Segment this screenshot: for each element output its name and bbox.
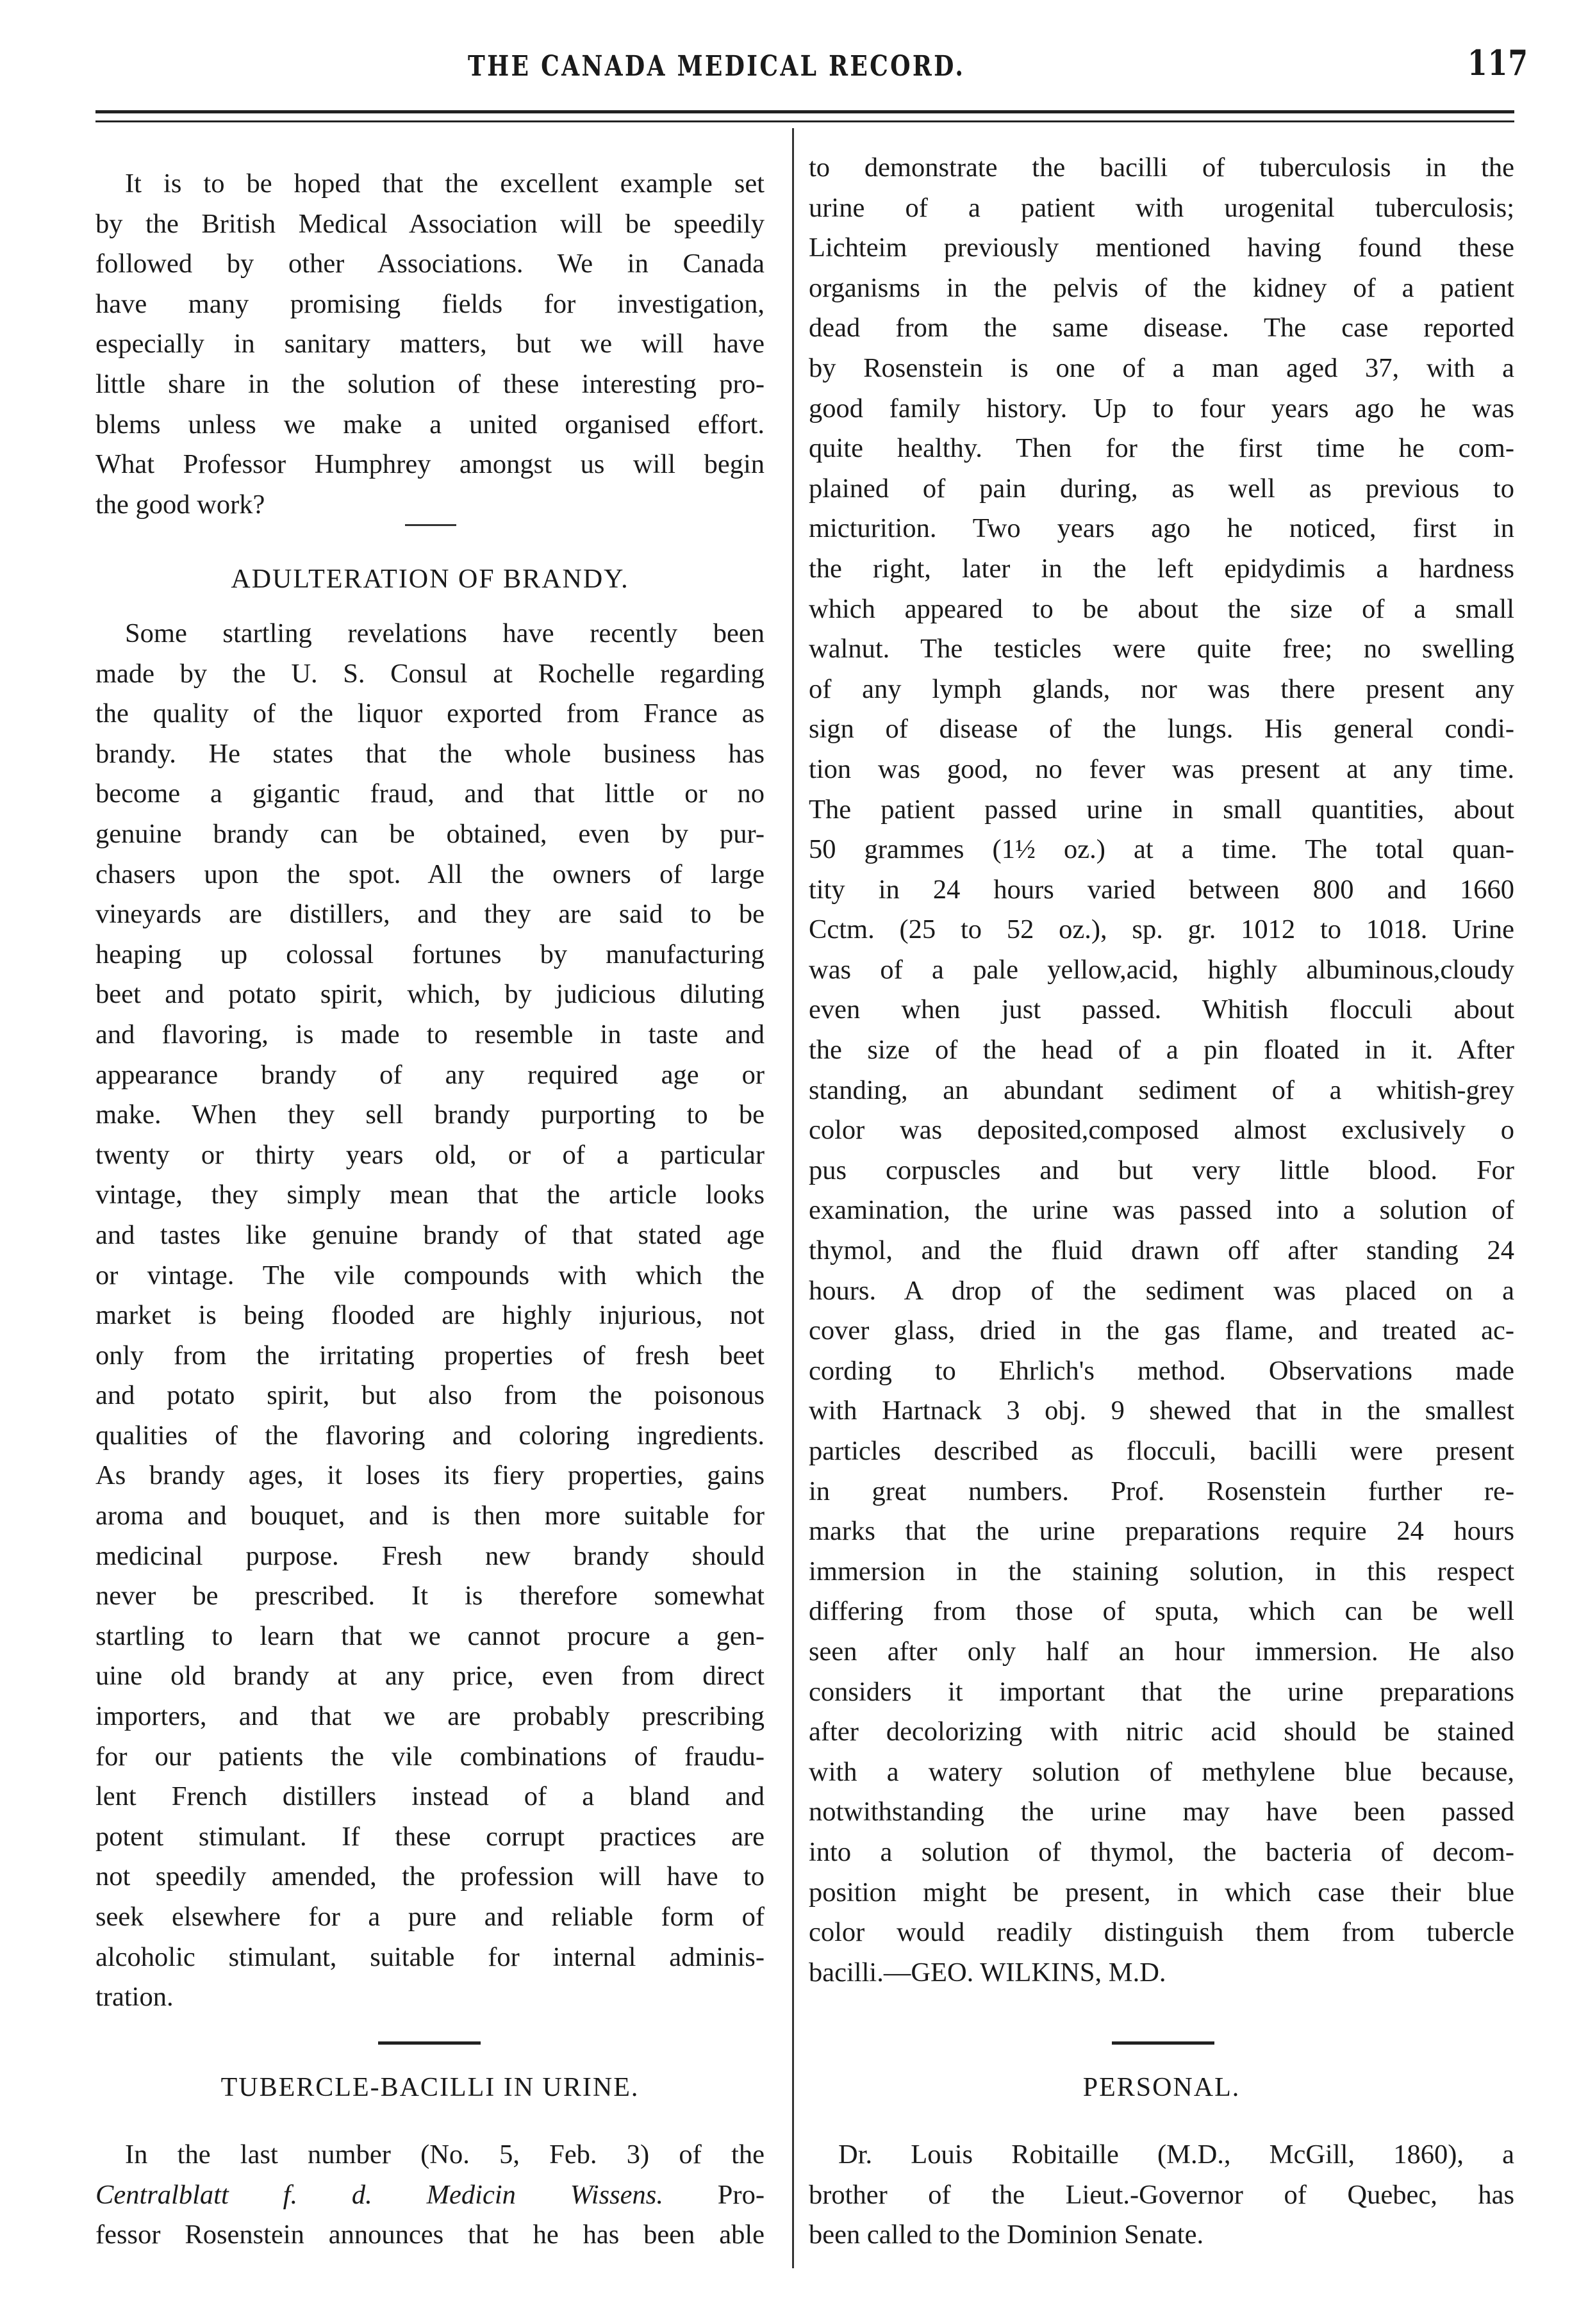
text-line (95, 2175, 765, 2216)
text-line: seek elsewhere for a pure and reliable form of (95, 1902, 765, 1932)
text-line: bacilli.—GEO. WILKINS, M.D. (809, 1957, 1166, 1988)
text-line: beet and potato spirit, which, by judicious diluting (95, 979, 765, 1010)
text-line: examination, the urine was passed into a solution of (809, 1195, 1514, 1226)
text-line: tration. (95, 1982, 174, 2013)
text-line: plained of pain during, as well as previous to (809, 473, 1514, 504)
text-line: tity in 24 hours varied between 800 and 1660 (809, 874, 1514, 905)
text-line: cover glass, dried in the gas flame, and treated ac- (809, 1315, 1514, 1346)
text-line: medicinal purpose. Fresh new brandy should (95, 1540, 765, 1571)
text-line: or vintage. The vile compounds with which the (95, 1260, 765, 1290)
column-divider (792, 128, 794, 2268)
text-line: by Rosenstein is one of a man aged 37, with a (809, 352, 1514, 383)
personal-article (809, 2135, 1514, 2255)
text-line: vineyards are distillers, and they are said to be (95, 899, 765, 930)
text-line: color was deposited,composed almost exclusively o (809, 1115, 1514, 1146)
text-line: brother of the Lieut.-Governor of Quebec, has (809, 2179, 1514, 2210)
text-line: It is to be hoped that the excellent example set (125, 169, 765, 199)
text-line: vintage, they simply mean that the article looks (95, 1180, 765, 1210)
text-line: Cctm. (25 to 52 oz.), sp. gr. 1012 to 1018. Urine (809, 914, 1514, 945)
text-line: especially in sanitary matters, but we will have (95, 329, 765, 359)
text-line: good family history. Up to four years ago he was (809, 393, 1514, 424)
header-rule-bottom (95, 120, 1514, 122)
text-line: blems unless we make a united organised effort. (95, 409, 765, 440)
text-line: considers it important that the urine preparations (809, 1676, 1514, 1707)
text-line: been called to the Dominion Senate. (809, 2220, 1204, 2250)
header-rule-top (95, 110, 1514, 113)
text-line: The patient passed urine in small quantities, about (809, 794, 1514, 825)
text-line: made by the U. S. Consul at Rochelle regarding (95, 658, 765, 689)
text-line: thymol, and the fluid drawn off after standing 24 (809, 1235, 1514, 1266)
text-line: tion was good, no fever was present at any time. (809, 754, 1514, 784)
text-line: in great numbers. Prof. Rosenstein further re- (809, 1476, 1514, 1506)
text-line: the quality of the liquor exported from France as (95, 698, 765, 729)
text-line: fessor Rosenstein announces that he has been able (95, 2220, 765, 2250)
text-line: make. When they sell brandy purporting to be (95, 1100, 765, 1130)
text-line: become a gigantic fraud, and that little or no (95, 779, 765, 809)
text-line: for our patients the vile combinations of fraudu- (95, 1741, 765, 1772)
text-line: followed by other Associations. We in Canada (95, 249, 765, 279)
text-line: sign of disease of the lungs. His general condi- (809, 714, 1514, 745)
text-line: never be prescribed. It is therefore somewhat (95, 1581, 765, 1611)
text-line: qualities of the flavoring and coloring ingredients. (95, 1420, 765, 1451)
text-line: with Hartnack 3 obj. 9 shewed that in the smallest (809, 1396, 1514, 1426)
text-line: Lichteim previously mentioned having found these (809, 233, 1514, 263)
text-line: Dr. Louis Robitaille (M.D., McGill, 1860), a (838, 2139, 1514, 2170)
text-line: brandy. He states that the whole business has (95, 738, 765, 769)
brandy-article (95, 614, 765, 2018)
text-segment: Pro- (663, 2179, 765, 2210)
text-line: with a watery solution of methylene blue because, (809, 1756, 1514, 1787)
text-line: and potato spirit, but also from the poisonous (95, 1380, 765, 1411)
text-line: of any lymph glands, nor was there present any (809, 673, 1514, 704)
text-line: and flavoring, is made to resemble in taste and (95, 1019, 765, 1050)
page-number: 117 (1468, 42, 1528, 83)
text-line: twenty or thirty years old, or of a particular (95, 1139, 765, 1170)
text-line: micturition. Two years ago he noticed, first in (809, 513, 1514, 544)
text-line: What Professor Humphrey amongst us will begin (95, 449, 765, 480)
text-line: little share in the solution of these interesting pro- (95, 368, 765, 399)
text-line: not speedily amended, the profession will have to (95, 1861, 765, 1892)
text-line: chasers upon the spot. All the owners of large (95, 859, 765, 889)
text-line: genuine brandy can be obtained, even by pur- (95, 818, 765, 849)
text-line: pus corpuscles and but very little blood. For (809, 1155, 1514, 1185)
bacilli-article (95, 2135, 765, 2255)
text-line: 50 grammes (1½ oz.) at a time. The total quan- (809, 834, 1514, 865)
text-line: immersion in the staining solution, in this respect (809, 1556, 1514, 1586)
text-line: alcoholic stimulant, suitable for internal adminis- (95, 1941, 765, 1972)
text-line: lent French distillers instead of a bland and (95, 1781, 765, 1812)
text-line: marks that the urine preparations require 24 hours (809, 1516, 1514, 1547)
section-rule (378, 2041, 481, 2045)
text-line: urine of a patient with urogenital tuberculosis; (809, 192, 1514, 223)
section-rule (405, 524, 456, 526)
text-line: color would readily distinguish them from tubercle (809, 1917, 1514, 1948)
text-line: the good work? (95, 489, 265, 520)
text-line: aroma and bouquet, and is then more suitable for (95, 1501, 765, 1531)
text-line: by the British Medical Association will be speedily (95, 208, 765, 239)
text-line: position might be present, in which case their blue (809, 1877, 1514, 1908)
text-line: uine old brandy at any price, even from direct (95, 1661, 765, 1692)
text-line: hours. A drop of the sediment was placed on a (809, 1275, 1514, 1306)
text-line: the size of the head of a pin floated in it. After (809, 1035, 1514, 1066)
text-line: into a solution of thymol, the bacteria of decom- (809, 1836, 1514, 1867)
text-line: organisms in the pelvis of the kidney of a patient (809, 272, 1514, 303)
text-line: only from the irritating properties of fresh beet (95, 1340, 765, 1371)
text-line: market is being flooded are highly injurious, not (95, 1300, 765, 1331)
heading-personal: PERSONAL. (1082, 2073, 1241, 2102)
section-rule (1112, 2041, 1214, 2045)
text-line: walnut. The testicles were quite free; no swelling (809, 634, 1514, 664)
text-line: the right, later in the left epidydimis a hardness (809, 553, 1514, 584)
text-line: As brandy ages, it loses its fiery properties, gains (95, 1460, 765, 1491)
text-line: seen after only half an hour immersion. He also (809, 1636, 1514, 1667)
intro-paragraph (95, 164, 765, 525)
heading-tubercle-bacilli: TUBERCLE-BACILLI IN URINE. (220, 2073, 640, 2102)
text-line: to demonstrate the bacilli of tuberculosis in the (809, 152, 1514, 183)
text-line: potent stimulant. If these corrupt practices are (95, 1821, 765, 1852)
journal-title-italic: Centralblatt f. d. Medicin Wissens. (95, 2179, 663, 2210)
text-line: Some startling revelations have recently been (125, 618, 765, 648)
text-line: importers, and that we are probably prescribing (95, 1701, 765, 1732)
heading-adulteration-of-brandy: ADULTERATION OF BRANDY. (231, 565, 629, 594)
text-line: In the last number (No. 5, Feb. 3) of the (125, 2139, 765, 2170)
text-line: have many promising fields for investigation, (95, 288, 765, 319)
text-line: particles described as flocculi, bacilli were present (809, 1436, 1514, 1466)
text-line: startling to learn that we cannot procure a gen- (95, 1620, 765, 1651)
text-line: and tastes like genuine brandy of that stated age (95, 1219, 765, 1250)
running-header-title: THE CANADA MEDICAL RECORD. (468, 50, 966, 83)
text-line: differing from those of sputa, which can be well (809, 1596, 1514, 1627)
text-line: even when just passed. Whitish flocculi about (809, 994, 1514, 1025)
text-line: quite healthy. Then for the first time he com- (809, 433, 1514, 464)
text-line: cording to Ehrlich's method. Observations made (809, 1355, 1514, 1386)
text-line: which appeared to be about the size of a small (809, 593, 1514, 624)
text-line: after decolorizing with nitric acid should be stained (809, 1717, 1514, 1747)
text-line: standing, an abundant sediment of a whitish-grey (809, 1075, 1514, 1105)
text-line: notwithstanding the urine may have been passed (809, 1797, 1514, 1827)
bacilli-article-continued (809, 148, 1514, 1993)
text-line: heaping up colossal fortunes by manufacturing (95, 939, 765, 969)
text-line: was of a pale yellow,acid, highly albuminous,cloudy (809, 954, 1514, 985)
text-line: dead from the same disease. The case reported (809, 313, 1514, 343)
text-line: appearance brandy of any required age or (95, 1059, 765, 1090)
